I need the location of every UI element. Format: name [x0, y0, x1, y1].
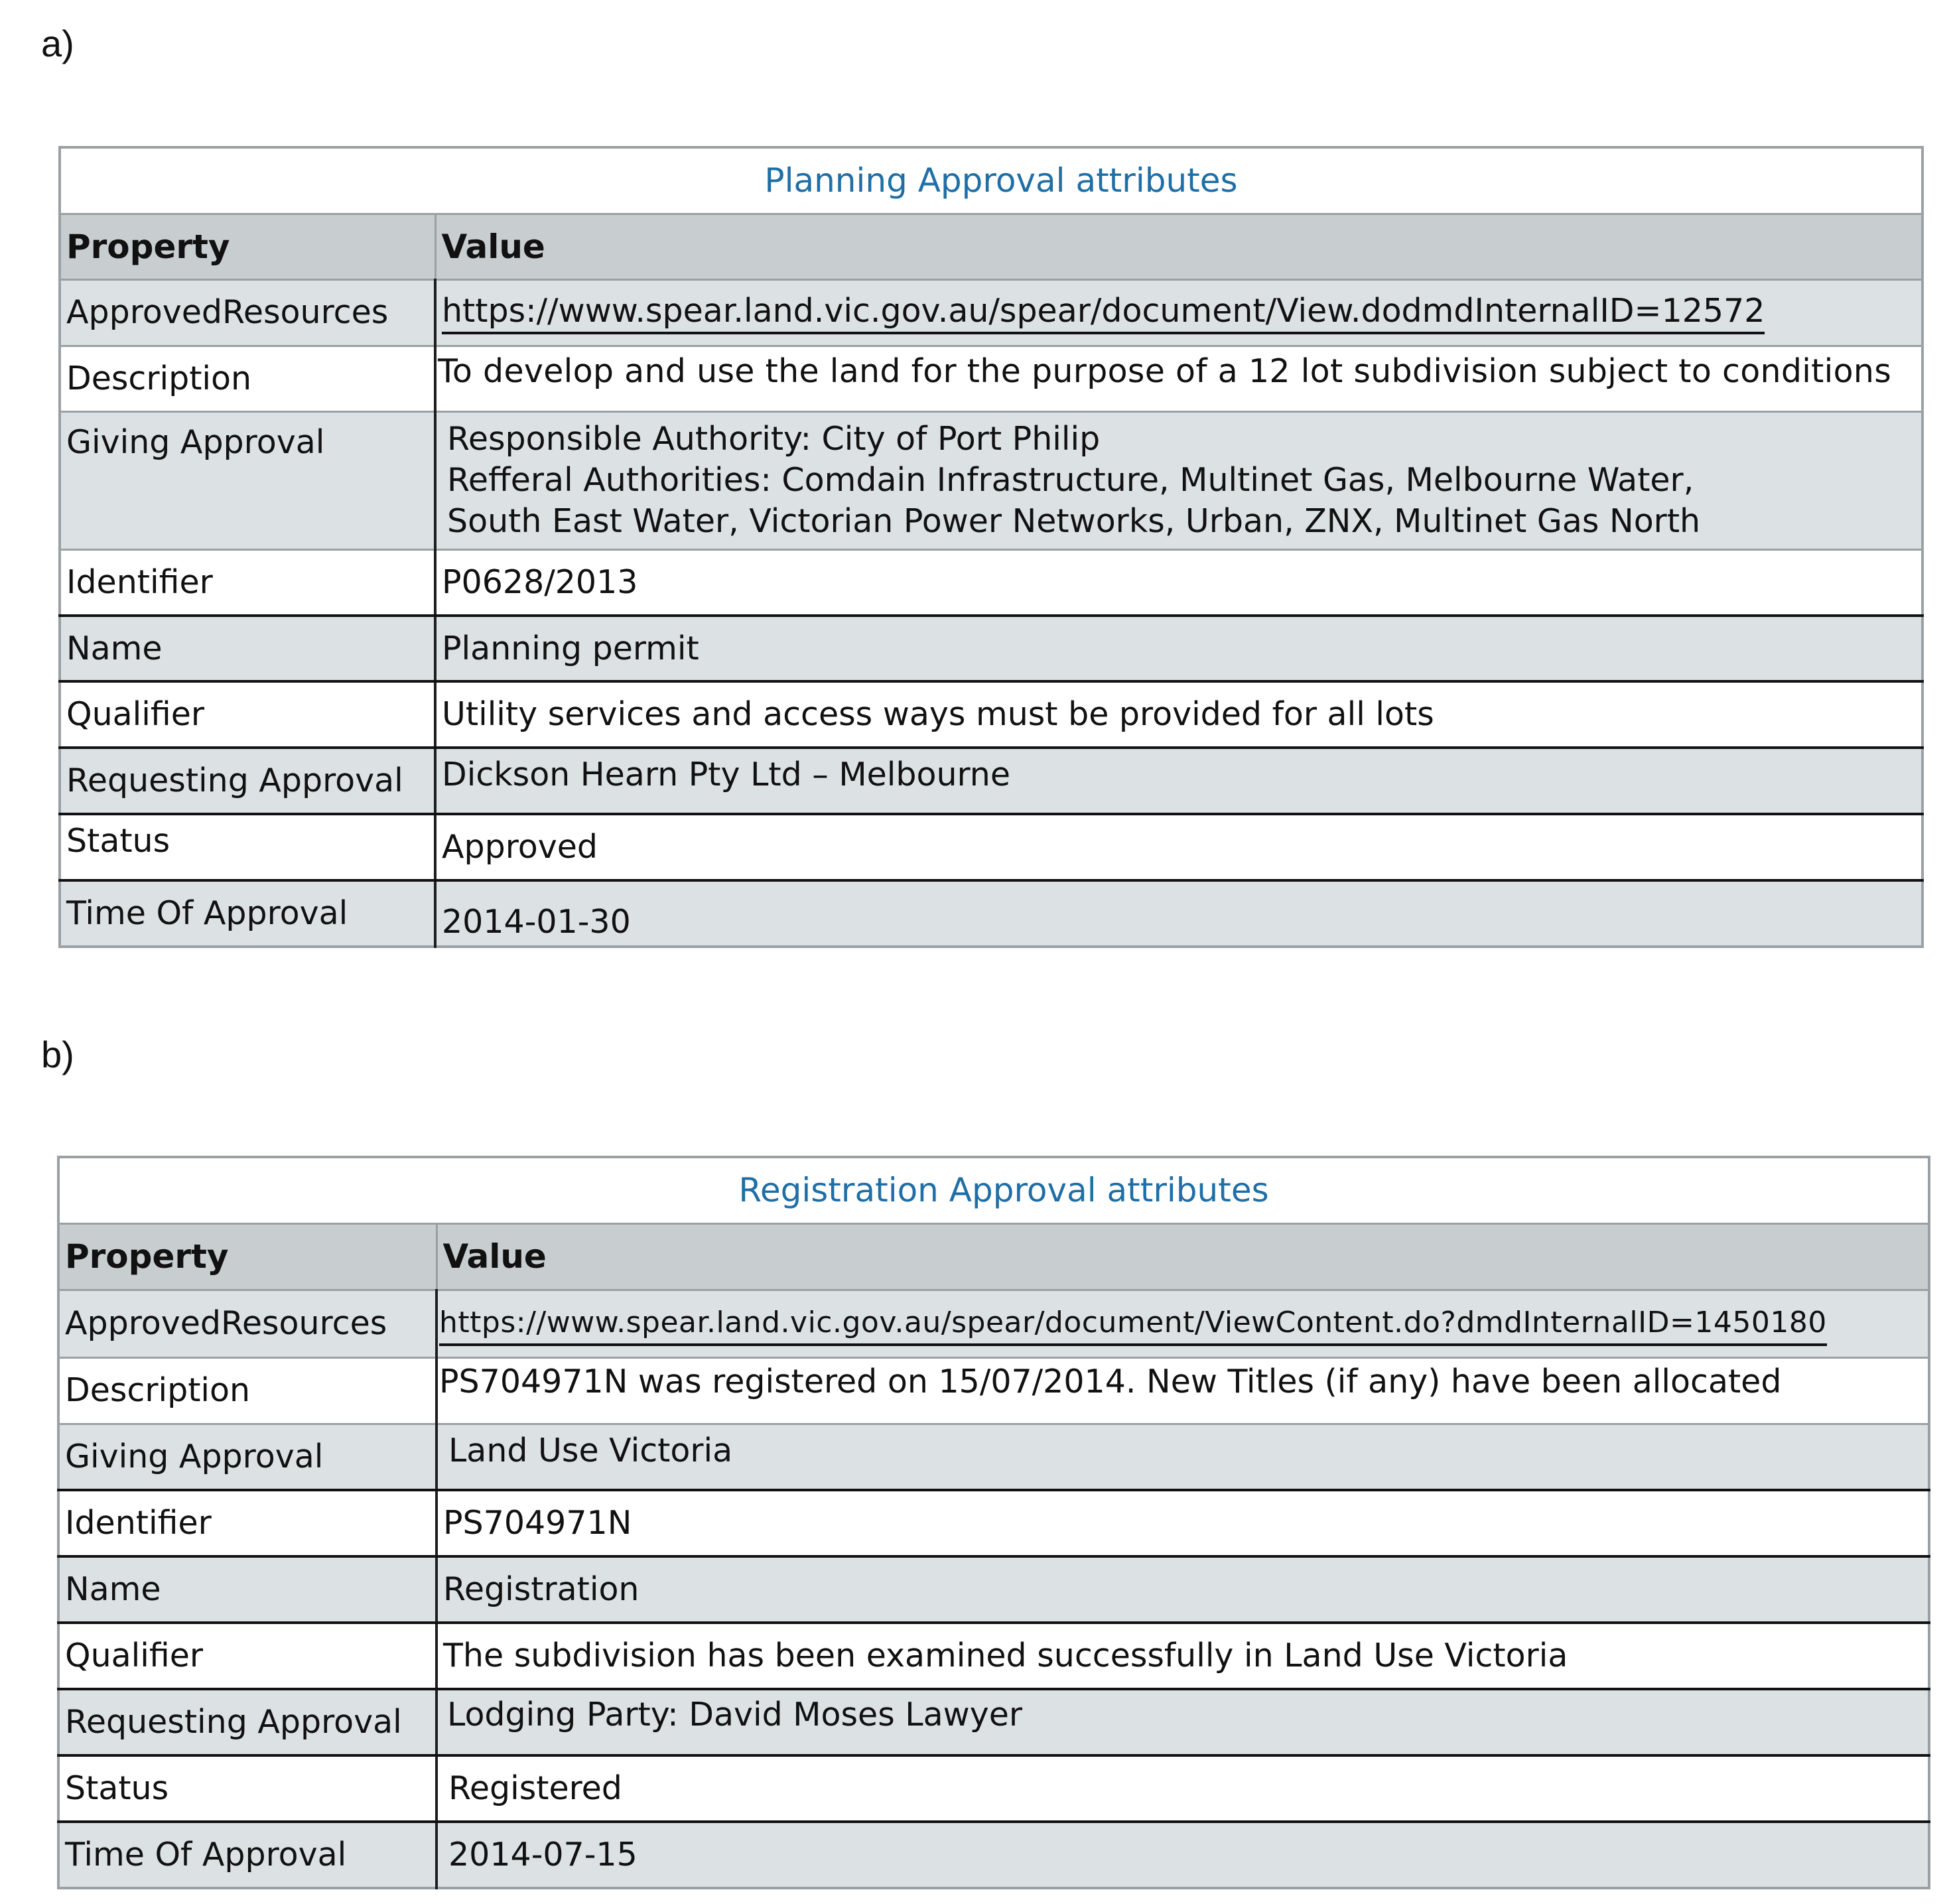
property-cell: Name [60, 616, 435, 681]
table-row [60, 549, 1922, 616]
table-row [58, 1822, 1929, 1888]
value-cell: 2014-07-15 [437, 1822, 1929, 1888]
table-row [60, 681, 1922, 748]
value-cell: PS704971N [437, 1490, 1929, 1556]
property-cell: Qualifier [58, 1623, 437, 1689]
table-row [58, 1424, 1929, 1490]
value-cell: Dickson Hearn Pty Ltd – Melbourne [435, 748, 1922, 814]
table-row [60, 748, 1922, 814]
property-cell: Time Of Approval [60, 880, 435, 947]
table-row [58, 1357, 1929, 1424]
table-row [58, 1755, 1929, 1822]
table-row [60, 616, 1922, 681]
value-cell: Registered [437, 1755, 1929, 1822]
table-row [60, 279, 1922, 346]
property-cell: ApprovedResources [58, 1290, 437, 1357]
value-header: Value [437, 1223, 1929, 1290]
approved-resources-link[interactable]: https://www.spear.land.vic.gov.au/spear/document/View.dodmdInternalID=12572 [442, 292, 1765, 334]
value-cell: Utility services and access ways must be provided for all lots [435, 681, 1922, 748]
table-row [60, 411, 1922, 549]
property-cell: Giving Approval [60, 411, 435, 549]
property-header: Property [58, 1223, 437, 1290]
value-cell [435, 411, 1922, 549]
planning-approval-table [58, 146, 1924, 948]
property-cell: Giving Approval [58, 1424, 437, 1490]
table-row [58, 1490, 1929, 1556]
property-cell: Status [58, 1755, 437, 1822]
property-cell: Requesting Approval [60, 748, 435, 814]
table-row [58, 1689, 1929, 1755]
value-header: Value [435, 214, 1922, 279]
value-cell: 2014-01-30 [435, 880, 1922, 947]
table-row [58, 1290, 1929, 1357]
value-cell: Registration [437, 1556, 1929, 1623]
panel-a-label: a) [41, 23, 74, 64]
table-row [60, 346, 1922, 411]
property-cell: Status [60, 814, 435, 880]
property-cell: ApprovedResources [60, 279, 435, 346]
property-cell: Qualifier [60, 681, 435, 748]
value-cell: Lodging Party: David Moses Lawyer [437, 1689, 1929, 1755]
table-row [58, 1556, 1929, 1623]
property-cell: Time Of Approval [58, 1822, 437, 1888]
panel-b-label: b) [41, 1034, 74, 1075]
property-cell: Description [60, 346, 435, 411]
value-cell [435, 279, 1922, 346]
property-cell: Requesting Approval [58, 1689, 437, 1755]
value-cell: P0628/2013 [435, 549, 1922, 616]
table-row [60, 880, 1922, 947]
giving-approval-line: Responsible Authority: City of Port Philip [447, 420, 1101, 458]
table-title: Registration Approval attributes [58, 1157, 1929, 1223]
property-cell: Identifier [60, 549, 435, 616]
value-cell: To develop and use the land for the purpose of a 12 lot subdivision subject to conditions [435, 346, 1922, 411]
property-header: Property [60, 214, 435, 279]
table-title: Planning Approval attributes [60, 147, 1922, 214]
value-cell [437, 1290, 1929, 1357]
value-cell: Approved [435, 814, 1922, 880]
giving-approval-line: South East Water, Victorian Power Networks, Urban, ZNX, Multinet Gas North [447, 502, 1701, 540]
value-cell: The subdivision has been examined successfully in Land Use Victoria [437, 1623, 1929, 1689]
value-cell: Planning permit [435, 616, 1922, 681]
property-cell: Identifier [58, 1490, 437, 1556]
approved-resources-link[interactable]: https://www.spear.land.vic.gov.au/spear/document/ViewContent.do?dmdInternalID=1450180 [439, 1304, 1827, 1346]
table-row [60, 814, 1922, 880]
property-cell: Name [58, 1556, 437, 1623]
giving-approval-line: Refferal Authorities: Comdain Infrastructure, Multinet Gas, Melbourne Water, [447, 461, 1694, 499]
value-cell: PS704971N was registered on 15/07/2014. New Titles (if any) have been allocated [437, 1357, 1929, 1424]
property-cell: Description [58, 1357, 437, 1424]
value-cell: Land Use Victoria [437, 1424, 1929, 1490]
registration-approval-table [57, 1156, 1930, 1889]
table-row [58, 1623, 1929, 1689]
